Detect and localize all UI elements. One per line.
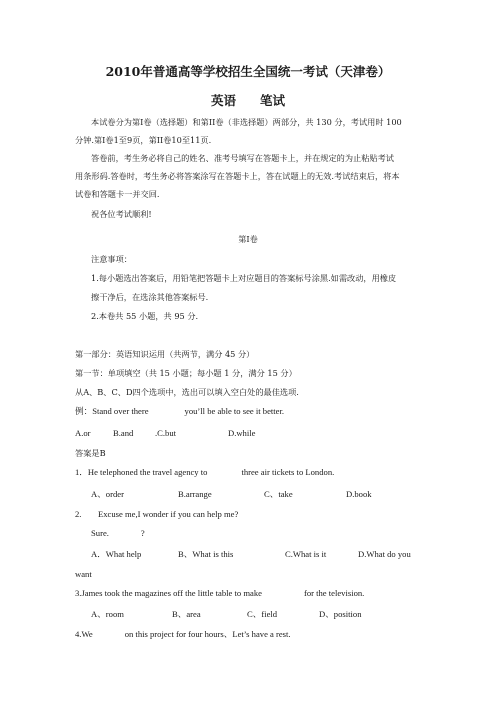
paper-label: 笔试 (260, 93, 286, 108)
question-3-option-c: C、field (247, 609, 278, 619)
good-luck-line: 祝各位考试顺利! (91, 209, 152, 219)
note-1-line-1: 1.每小题选出答案后，用铅笔把答题卡上对应题目的答案标号涂黑.如需改动，用橡皮 (91, 273, 397, 283)
question-1-option-b: B.arrange (178, 489, 212, 499)
part-1-title: 第一部分：英语知识运用（共两节，满分 45 分） (75, 349, 255, 359)
question-3-stem-suffix: for the television. (303, 588, 365, 598)
intro-line-5: 试卷和答题卡一并交回. (75, 189, 160, 199)
question-1-option-c: C、take (264, 489, 293, 499)
example-option-b: B.and (113, 428, 134, 438)
example-question (75, 406, 284, 417)
exam-title: 2010年普通高等学校招生全国统一考试（天津卷） (105, 64, 391, 79)
question-1-stem (75, 467, 334, 478)
intro-line-2: 分钟.第I卷1至9页，第II卷10至11页. (75, 135, 212, 145)
question-4-stem-prefix: 4.We (75, 629, 93, 639)
question-1-option-a: A、order (91, 489, 124, 499)
question-3-option-a: A、room (91, 609, 124, 619)
question-4-stem (75, 629, 291, 640)
section-instruction: 从A、B、C、D四个选项中，选出可以填入空白处的最佳选项. (75, 387, 299, 397)
example-stem-prefix: 例：Stand over there (75, 406, 149, 416)
notes-title: 注意事项： (91, 254, 132, 264)
question-2-option-d-overflow: want (75, 569, 92, 579)
example-option-a: A.or (75, 428, 91, 438)
question-2-reply-suffix: ? (140, 528, 145, 538)
intro-line-4: 用条形码.答卷时，考生务必将答案涂写在答题卡上，答在试题上的无效.考试结束后，将本 (75, 171, 400, 181)
question-3-stem (75, 588, 364, 599)
note-1-line-2: 擦干净后，在选涂其他答案标号. (91, 292, 209, 302)
question-2-stem: Excuse me,I wonder if you can help me? (98, 509, 239, 519)
example-option-d: D.while (228, 428, 256, 438)
intro-line-3: 答卷前，考生务必将自己的姓名、准考号填写在答题卡上，并在规定的为止粘贴考试 (91, 153, 394, 163)
question-2-option-b: B、What is this (178, 549, 234, 559)
question-3-option-d: D、position (319, 609, 362, 619)
subject-label: 英语 (210, 93, 236, 108)
question-1-option-d: D.book (346, 489, 372, 499)
volume-1-heading: 第I卷 (238, 234, 258, 244)
example-answer: 答案是B (75, 448, 106, 458)
intro-line-1: 本试卷分为第I卷（选择题）和第II卷（非选择题）两部分，共 130 分，考试用时 100 (91, 117, 402, 127)
exam-subtitle (0, 95, 496, 106)
question-4-stem-suffix: on this project for four hours、Let’s have a rest. (124, 629, 291, 639)
question-2-option-a: A．What help (91, 549, 142, 559)
question-3-stem-prefix: 3.James took the magazines off the little table to make (75, 588, 262, 598)
question-2-option-c: C.What is it (285, 549, 327, 559)
question-3-option-b: B、area (172, 609, 201, 619)
question-2-reply-prefix: Sure. (91, 528, 109, 538)
question-1-stem-suffix: three air tickets to London. (241, 467, 335, 477)
section-1-title: 第一节：单项填空（共 15 小题；每小题 1 分，满分 15 分） (75, 368, 297, 378)
example-option-c: .C.but (155, 428, 177, 438)
question-1-stem-prefix: 1．He telephoned the travel agency to (75, 467, 208, 477)
note-2: 2.本卷共 55 小题，共 95 分. (91, 311, 199, 321)
question-2-reply (91, 528, 145, 539)
question-2-number: 2. (75, 509, 82, 519)
example-stem-suffix: you’ll be able to see it better. (184, 406, 285, 416)
question-2-option-d: D.What do you (358, 549, 411, 559)
